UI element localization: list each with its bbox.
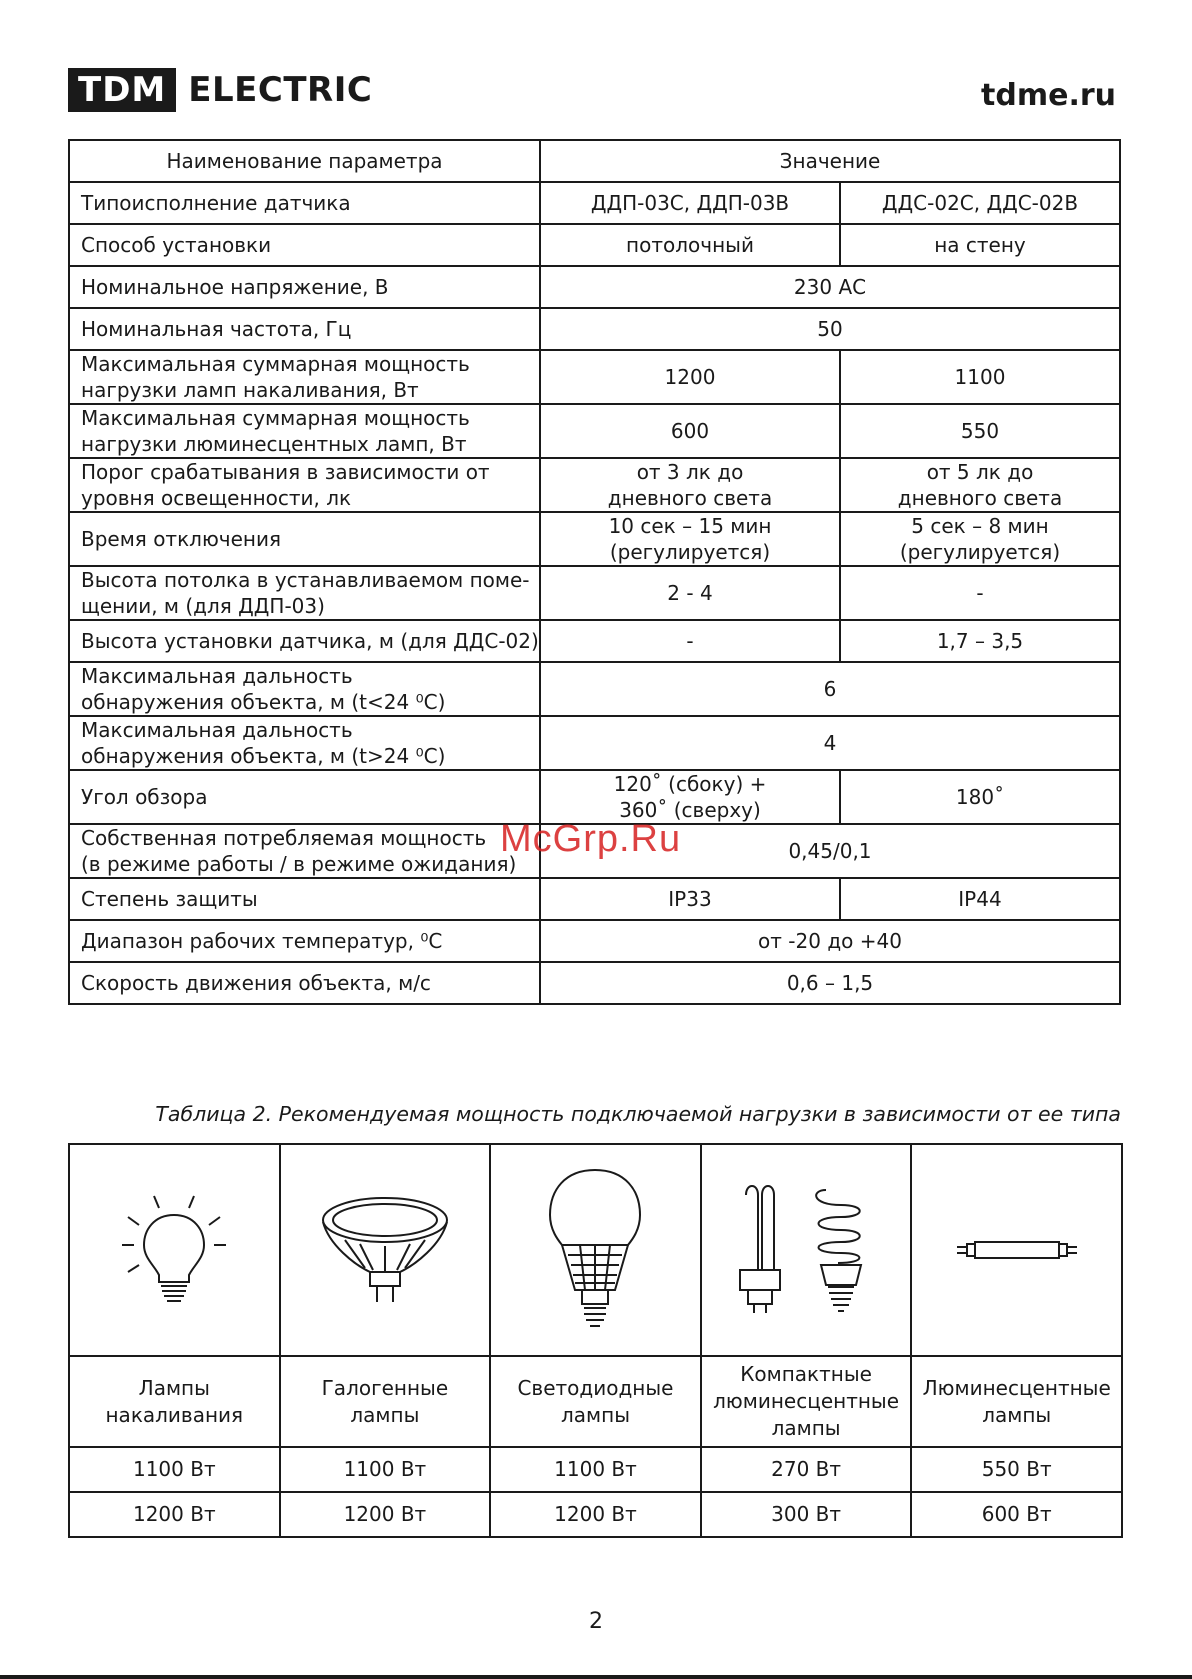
cell-tube-icon xyxy=(911,1144,1122,1356)
param-value xyxy=(540,716,1120,770)
param-name xyxy=(69,878,540,920)
cell-line: обнаружения объекта, м (t>24 ⁰С) xyxy=(81,744,446,768)
param-name xyxy=(69,962,540,1004)
param-name xyxy=(69,266,540,308)
power-value: 1200 Вт xyxy=(490,1492,701,1537)
param-name xyxy=(69,308,540,350)
param-value xyxy=(540,266,1120,308)
power-value: 600 Вт xyxy=(911,1492,1122,1537)
cell-line: обнаружения объекта, м (t<24 ⁰С) xyxy=(81,690,446,714)
watermark: McGrp.Ru xyxy=(500,818,682,860)
table-row xyxy=(69,512,1120,566)
cell-line: 180˚ xyxy=(955,785,1005,809)
site-url: tdme.ru xyxy=(981,78,1116,113)
cell-line: на стену xyxy=(934,233,1026,257)
cell-halogen-icon xyxy=(280,1144,491,1356)
param-name xyxy=(69,350,540,404)
cell-line: 600 xyxy=(670,419,710,443)
cell-line: уровня освещенности, лк xyxy=(81,486,352,510)
param-value-ceiling xyxy=(540,458,840,512)
table-row xyxy=(69,308,1120,350)
cell-incandescent-icon xyxy=(69,1144,280,1356)
param-value-ceiling xyxy=(540,404,840,458)
cell-line: Максимальная суммарная мощность xyxy=(81,406,470,430)
header-value: Значение xyxy=(540,140,1120,182)
table-row xyxy=(69,962,1120,1004)
lamp-name-line: Компактные xyxy=(740,1362,872,1386)
param-value-wall xyxy=(840,404,1120,458)
param-value-ceiling xyxy=(540,512,840,566)
cell-line: 550 xyxy=(960,419,1000,443)
cell-led-icon xyxy=(490,1144,701,1356)
header-param: Наименование параметра xyxy=(69,140,540,182)
cell-line: Способ установки xyxy=(81,233,272,257)
cell-line: 120˚ (сбоку) + xyxy=(613,772,767,796)
param-name xyxy=(69,458,540,512)
param-name xyxy=(69,566,540,620)
bottom-border xyxy=(0,1675,1192,1679)
param-name xyxy=(69,224,540,266)
table-row xyxy=(69,350,1120,404)
param-name xyxy=(69,182,540,224)
cell-line: Собственная потребляемая мощность xyxy=(81,826,487,850)
cell-line: потолочный xyxy=(626,233,754,257)
param-value xyxy=(540,962,1120,1004)
cell-line: Номинальное напряжение, В xyxy=(81,275,389,299)
logo-mark: TDM xyxy=(68,68,176,112)
param-value-ceiling xyxy=(540,620,840,662)
param-value-wall xyxy=(840,350,1120,404)
param-value-ceiling xyxy=(540,182,840,224)
lamp-name-line: Лампы xyxy=(138,1375,210,1400)
lamp-name-line: накаливания xyxy=(105,1402,244,1427)
lamp-name-line: лампы xyxy=(771,1416,841,1440)
cell-line: нагрузки люминесцентных ламп, Вт xyxy=(81,432,467,456)
cell-line: Порог срабатывания в зависимости от xyxy=(81,460,490,484)
cell-line: Максимальная дальность xyxy=(81,664,353,688)
lamp-name xyxy=(911,1356,1122,1447)
cell-line: от 5 лк до xyxy=(926,460,1034,484)
cell-line: 360˚ (сверху) xyxy=(619,798,761,822)
parameters-table xyxy=(68,139,1121,1005)
cell-line: 230 АС xyxy=(793,275,867,299)
param-value-ceiling xyxy=(540,878,840,920)
lamp-name xyxy=(490,1356,701,1447)
lamp-name-line: Светодиодные xyxy=(517,1375,674,1400)
lamp-name-line: Люминесцентные xyxy=(922,1375,1111,1400)
table-row xyxy=(69,458,1120,512)
cell-line: нагрузки ламп накаливания, Вт xyxy=(81,378,419,402)
cell-line: Скорость движения объекта, м/с xyxy=(81,971,431,995)
param-value-wall xyxy=(840,182,1120,224)
param-value-wall xyxy=(840,458,1120,512)
cell-line: 10 сек – 15 мин xyxy=(608,514,772,538)
table-row xyxy=(69,662,1120,716)
power-value: 1200 Вт xyxy=(280,1492,491,1537)
param-name xyxy=(69,662,540,716)
cell-line: Высота установки датчика, м (для ДДС-02) xyxy=(81,629,539,653)
table-row xyxy=(69,566,1120,620)
table-row xyxy=(69,620,1120,662)
table-row xyxy=(69,404,1120,458)
table-row xyxy=(69,182,1120,224)
cell-line: 2 - 4 xyxy=(667,581,713,605)
cell-line: - xyxy=(686,629,694,653)
param-name xyxy=(69,824,540,878)
table-header-row xyxy=(69,140,1120,182)
cell-line: 50 xyxy=(817,317,843,341)
halogen-lamp-icon xyxy=(315,1190,455,1310)
cell-line: (в режиме работы / в режиме ожидания) xyxy=(81,852,517,876)
power-value: 1100 Вт xyxy=(69,1447,280,1492)
cell-line: IP33 xyxy=(668,887,712,911)
load-power-table xyxy=(68,1143,1123,1538)
lamp-icons-row xyxy=(69,1144,1122,1356)
param-value xyxy=(540,308,1120,350)
param-value-ceiling xyxy=(540,770,840,824)
param-name xyxy=(69,512,540,566)
param-value-ceiling xyxy=(540,224,840,266)
cell-cfl-icon xyxy=(701,1144,912,1356)
param-value xyxy=(540,662,1120,716)
power-values-row xyxy=(69,1492,1122,1537)
table-row xyxy=(69,716,1120,770)
param-name xyxy=(69,620,540,662)
param-value-wall xyxy=(840,770,1120,824)
cell-line: 1200 xyxy=(664,365,716,389)
power-value: 1200 Вт xyxy=(69,1492,280,1537)
power-value: 300 Вт xyxy=(701,1492,912,1537)
param-value-wall xyxy=(840,878,1120,920)
param-value-wall xyxy=(840,512,1120,566)
cell-line: дневного света xyxy=(897,486,1063,510)
cell-line: 0,45/0,1 xyxy=(788,839,872,863)
cell-line: 1,7 – 3,5 xyxy=(936,629,1024,653)
cell-line: Номинальная частота, Гц xyxy=(81,317,352,341)
page-number: 2 xyxy=(589,1609,603,1634)
cell-line: от 3 лк до xyxy=(636,460,744,484)
param-name xyxy=(69,716,540,770)
power-values-row xyxy=(69,1447,1122,1492)
cell-line: Высота потолка в устанавливаемом поме- xyxy=(81,568,530,592)
param-value-ceiling xyxy=(540,350,840,404)
table-row xyxy=(69,878,1120,920)
cell-line: Время отключения xyxy=(81,527,282,551)
cell-line: 0,6 – 1,5 xyxy=(786,971,874,995)
lamp-name-line: лампы xyxy=(350,1402,420,1427)
cell-line: 5 сек – 8 мин xyxy=(911,514,1049,538)
cell-line: - xyxy=(976,581,984,605)
param-name xyxy=(69,920,540,962)
param-value-ceiling xyxy=(540,566,840,620)
param-name xyxy=(69,404,540,458)
cell-line: 4 xyxy=(823,731,837,755)
param-value-wall xyxy=(840,224,1120,266)
cell-line: Максимальная дальность xyxy=(81,718,353,742)
cell-line: ДДС-02С, ДДС-02В xyxy=(881,191,1079,215)
lamp-names-row xyxy=(69,1356,1122,1447)
cell-line: Угол обзора xyxy=(81,785,208,809)
power-value: 270 Вт xyxy=(701,1447,912,1492)
cell-line: Степень защиты xyxy=(81,887,258,911)
power-value: 550 Вт xyxy=(911,1447,1122,1492)
brand-logo xyxy=(68,68,372,112)
cell-line: дневного света xyxy=(607,486,773,510)
table-row xyxy=(69,770,1120,824)
table-row xyxy=(69,920,1120,962)
cell-line: ДДП-03С, ДДП-03В xyxy=(590,191,790,215)
power-value: 1100 Вт xyxy=(280,1447,491,1492)
lamp-name-line: лампы xyxy=(560,1402,630,1427)
compact-fluorescent-icon xyxy=(726,1175,886,1325)
lamp-name xyxy=(69,1356,280,1447)
table-row xyxy=(69,224,1120,266)
cell-line: (регулируется) xyxy=(899,540,1061,564)
cell-line: 6 xyxy=(823,677,837,701)
cell-line: 1100 xyxy=(954,365,1006,389)
cell-line: Диапазон рабочих температур, ⁰С xyxy=(81,929,443,953)
cell-line: (регулируется) xyxy=(609,540,771,564)
table2-caption: Таблица 2. Рекомендуемая мощность подключаемой нагрузки в зависимости от ее типа xyxy=(155,1102,1121,1126)
table-row xyxy=(69,266,1120,308)
lamp-name-line: люминесцентные xyxy=(713,1389,900,1413)
cell-line: Типоисполнение датчика xyxy=(81,191,351,215)
param-value-wall xyxy=(840,620,1120,662)
power-value: 1100 Вт xyxy=(490,1447,701,1492)
cell-line: IP44 xyxy=(958,887,1002,911)
fluorescent-tube-icon xyxy=(947,1230,1087,1270)
cell-line: щении, м (для ДДП-03) xyxy=(81,594,325,618)
logo-text: ELECTRIC xyxy=(188,70,373,110)
lamp-name xyxy=(701,1356,912,1447)
cell-line: от -20 до +40 xyxy=(758,929,902,953)
param-name xyxy=(69,770,540,824)
lamp-name xyxy=(280,1356,491,1447)
lamp-name-line: Галогенные xyxy=(321,1375,449,1400)
param-value-wall xyxy=(840,566,1120,620)
lamp-name-line: лампы xyxy=(982,1402,1052,1427)
param-value xyxy=(540,920,1120,962)
led-bulb-icon xyxy=(540,1165,650,1335)
incandescent-bulb-icon xyxy=(114,1190,234,1310)
cell-line: Максимальная суммарная мощность xyxy=(81,352,470,376)
